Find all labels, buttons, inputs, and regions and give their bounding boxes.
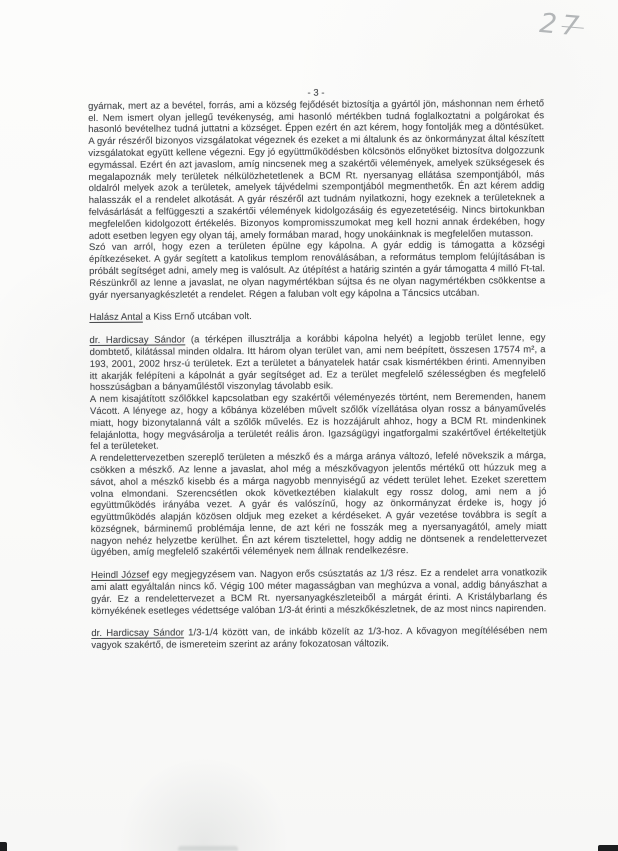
- paragraph: [88, 98, 545, 242]
- paragraph-text: Részünkről az lenne a javaslat, ne olyan nagymértékban sújtsa és ne olyan nagymértékben csökkentse a gyár nyersanyagkészletét a rendelet. Régen a faluban volt egy kápolna a Táncsics utcában.: [89, 274, 546, 301]
- paragraph: [91, 567, 547, 617]
- paragraph: [89, 310, 545, 325]
- paragraph-text: gyárnak, mert az a bevétel, forrás, ami a község fejődését biztosítja a gyártól jön, máshonnan nem érhető el. Nem ismert olyan jellegű tevékenység, ami hasonló mértékben tudná foglalkoztatni a polgárokat és hasonló bevételhez tudná juttatni a községet. Éppen ezért én azt kérem, hogy fontolják meg a döntésüket. A gyár részéről bizonyos vizsgálatokat végeznek és ezeket a mi általunk és az önkormányzat által készített vizsgálatokat együtt kellene végezni. Egy jó együttműködésben kölcsönös előnyöket biztosítva dolgozzunk egymással. Ezért én azt javaslom, amíg nincsenek meg a szakértői vélemények, amelyek szükségesek és megalapoznák mely területek nélkülözhetetlenek a BCM Rt. nyersanyag ellátása szempontjából, más oldalról melyek azok a területek, amelyek tájvédelmi szempontjából megmenthetők. Én azt kérem addig halasszák el a rendelet alkotását. A gyár részéről azt tudnám nyilatkozni, hogy ezeknek a területeknek a felvásárlását a felfüggeszti a szakértői vélemények kidolgozásáig és egyezetetéséig. Nincs birtokunkban megfelelően kidolgozott értékelés. Bizonyos kompromisszumokat meg kell hozni annak érdekében, hogy adott esetben legyen egy olyan táj, amely formában marad, hogy unokáinknak is megfelelően mutasson.: [88, 98, 545, 242]
- page-number-label: - 3 -: [307, 87, 325, 99]
- scan-smudge-artifact: [178, 846, 238, 851]
- speaker-name: dr. Hardicsay Sándor: [89, 334, 186, 347]
- paragraph: [89, 275, 545, 301]
- handwritten-digit: 2: [538, 8, 564, 41]
- handwritten-page-number: [538, 8, 585, 43]
- paragraph: [90, 332, 546, 394]
- paragraphs: [88, 98, 547, 652]
- paragraph: [89, 240, 545, 278]
- paragraph: [90, 450, 547, 559]
- paragraph-text: (a térképen illusztrálja a korábbi kápolna helyét) a legjobb terület lenne, egy dombtető, kilátással minden oldalra. Itt három olyan terület van, ami nem beépített, összesen 17574 m², a 193, 2001, 2002 hrsz-ú területek. Ezt a területet a bányatelek határ csak kismértékben érinti. Amennyiben itt akarják felépíteni a kápolnát a gyár segítséget ad. Ez a terület megfelelő szélességben és megfelelő hosszúságban a bányaműléstől viszonylag távolabb esik.: [89, 332, 546, 394]
- speaker-name: Heindl József: [90, 569, 150, 582]
- speaker-name: Halász Antal: [89, 312, 143, 324]
- speaker-name: dr. Hardicsay Sándor: [91, 627, 185, 640]
- paragraph-text: A rendelettervezetben szereplő területen a mészkő és a márga aránya változó, lefelé növekszik a márga, csökken a mészkő. Az lenne a javaslat, ahol még a mészkővagyon jelentős mértékű ott húzzuk meg a sávot, ahol a mészkő kisebb és a márga nagyobb mennyiségű az védett terület lehet. Ezeket szerettem volna elmondani. Szerencsétlen okok következtében kialakult egy rossz dolog, ami nem a jó együttműködés irányába vezet. A gyár és valószínű, hogy az önkormányzat érdeke is, hogy jó együttműködés alapján közösen oldjuk meg ezeket a kérdéseket. A gyár vezetése továbbra is segít a községnek, bárminemű problémája lenne, de azt kéri ne fosszák meg a nyersanyagától, amely miatt nagyon nehéz helyzetbe kerülhet. Én azt kérem tisztelettel, hogy addig ne döntsenek a rendelettervezet ügyében, amíg megfelelő szakértői vélemények nem állnak rendelkezésre.: [90, 450, 547, 559]
- scan-corner-mark-bottom-left: [0, 842, 7, 851]
- paragraph: [91, 626, 547, 652]
- paragraph-text: a Kiss Ernő utcában volt.: [142, 311, 252, 324]
- text-block: [88, 86, 547, 652]
- paragraph-text: 1/3-1/4 között van, de inkább közelít az 1/3-hoz. A kővagyon megítélésében nem vagyok szakértő, de ismereteim szerint az arány fokozatosan változik.: [91, 625, 548, 652]
- paragraph: [90, 391, 546, 453]
- paragraph-text: A nem kisajátított szőlőkkel kapcsolatban egy szakértői véleményezés történt, nem Beremenden, hanem Vácott. A lényege az, hogy a kőbánya közelében művelt szőlők vízellátása olyan rossz a bányaművelés miatt, hogy bizonytalanná vált a szőlők művelés. Ez is hozzájárult ahhoz, hogy a BCM Rt. mindenkinek felajánlotta, hogy megvásárolja a területét reális áron. Igazságügyi ingatforgalmi szakértővel értékeltetjük fel a területeket.: [89, 391, 547, 453]
- scan-corner-mark-bottom-right: [598, 845, 618, 851]
- paragraph-text: egy megjegyzésem van. Nagyon erős csúsztatás az 1/3 rész. Ez a rendelet arra vonatkozik ami alatt egyáltalán nincs kő. Végig 100 méter magasságban van meghúzva a vonal, addig bányászhat a gyár. Ez a rendelettervezet a BCM Rt. nyersanyagkészleteiből a márgát érinti. A Kristálybarlang és környékének esetleges védettsége valóban 1/3-át érinti a mészkőkészletnek, de az most nincs napirenden.: [91, 567, 548, 617]
- handwritten-digit: 7: [560, 9, 586, 43]
- paragraph-text: Szó van arról, hogy ezen a területen épülne egy kápolna. A gyár eddig is támogatta a községi építkezéseket. A gyár segített a katolikus templom renoválásában, a református templom felújításában is próbált segítséget adni, amely meg is valósult. Az útépítést a határig szintén a gyár támogatta 4 milló Ft-tal.: [88, 239, 546, 277]
